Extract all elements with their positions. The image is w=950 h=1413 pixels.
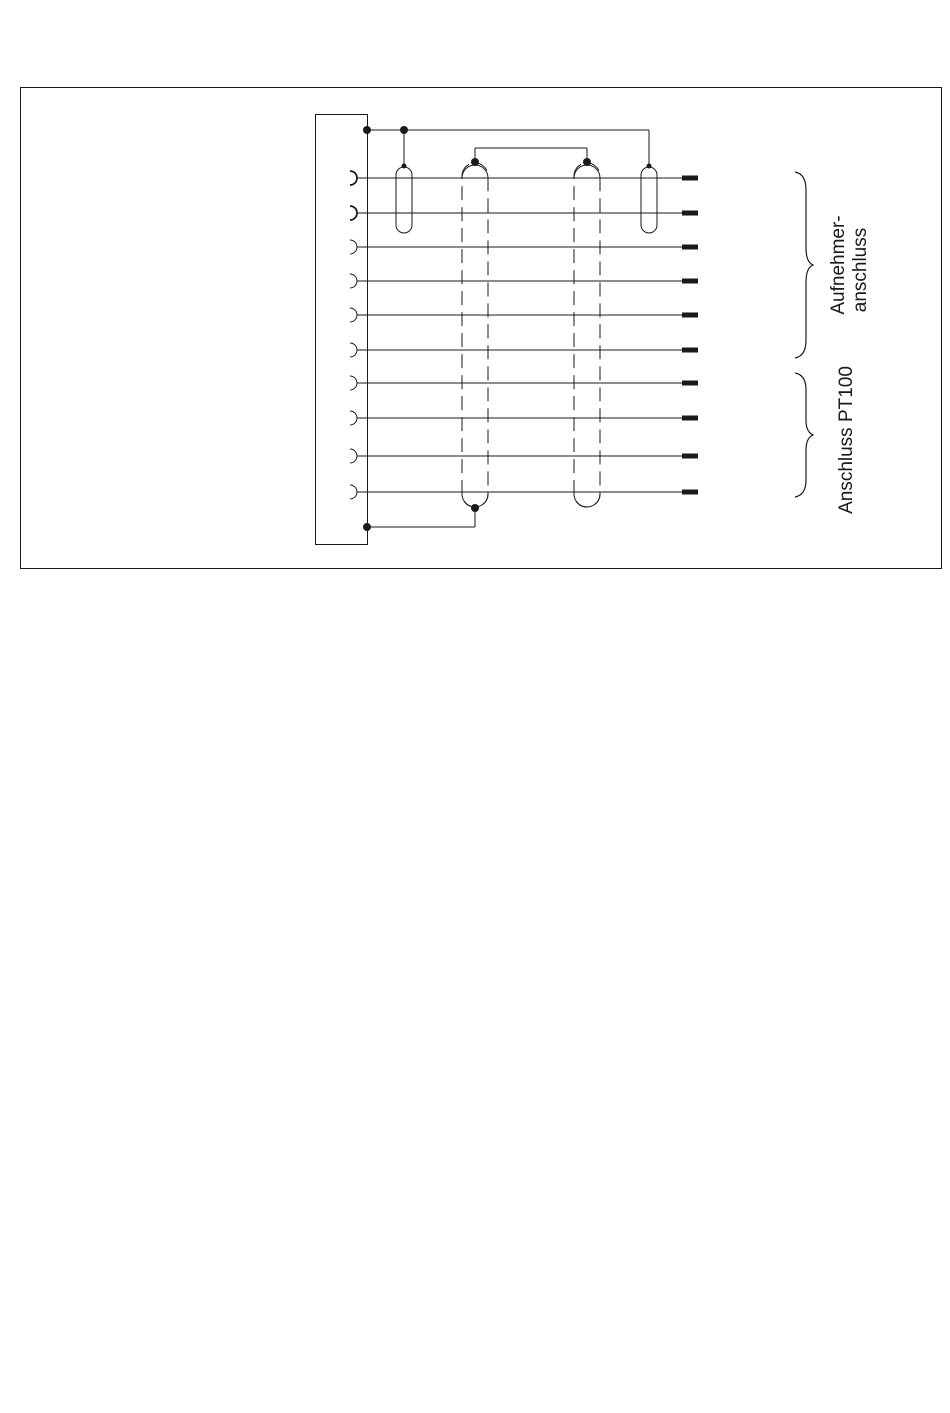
small-shield-left — [396, 167, 412, 233]
large-shield-right — [574, 163, 600, 507]
signal-wires — [357, 178, 682, 492]
wire-terminal — [682, 245, 698, 250]
brace-sensor — [795, 172, 813, 358]
small-shields — [396, 167, 657, 233]
group-braces — [795, 172, 813, 497]
wire-terminal — [682, 348, 698, 353]
wire-terminal — [682, 490, 698, 495]
wire-terminal — [682, 279, 698, 284]
wire-terminal — [682, 176, 698, 181]
wire-terminal — [682, 381, 698, 386]
junction-dots — [363, 126, 652, 531]
connector-pin — [350, 171, 357, 185]
shield-wiring — [367, 130, 649, 527]
brace-pt100 — [795, 373, 813, 497]
connector-pin — [350, 206, 357, 220]
wire-terminal — [682, 211, 698, 216]
connector-pin — [350, 485, 357, 499]
connector-pins — [350, 171, 357, 499]
connector-pin — [350, 411, 357, 425]
wire-terminal — [682, 313, 698, 318]
wire-terminal — [682, 454, 698, 459]
label-sensor-line1: Aufnehmer- — [828, 215, 849, 315]
label-sensor-line2: anschluss — [850, 227, 871, 313]
diagram-frame — [21, 88, 942, 569]
large-shields — [462, 163, 600, 507]
connector-pin — [350, 449, 357, 463]
label-pt100: Anschluss PT100 — [836, 366, 857, 514]
wire-terminals — [682, 176, 698, 495]
small-shield-right — [641, 167, 657, 233]
connector-pin — [350, 308, 357, 322]
connector-pin — [350, 274, 357, 288]
connector-pin — [350, 376, 357, 390]
connector-block — [316, 115, 368, 545]
wire-terminal — [682, 416, 698, 421]
large-shield-left — [462, 163, 488, 507]
connector-pin — [350, 343, 357, 357]
connector-pin — [350, 240, 357, 254]
